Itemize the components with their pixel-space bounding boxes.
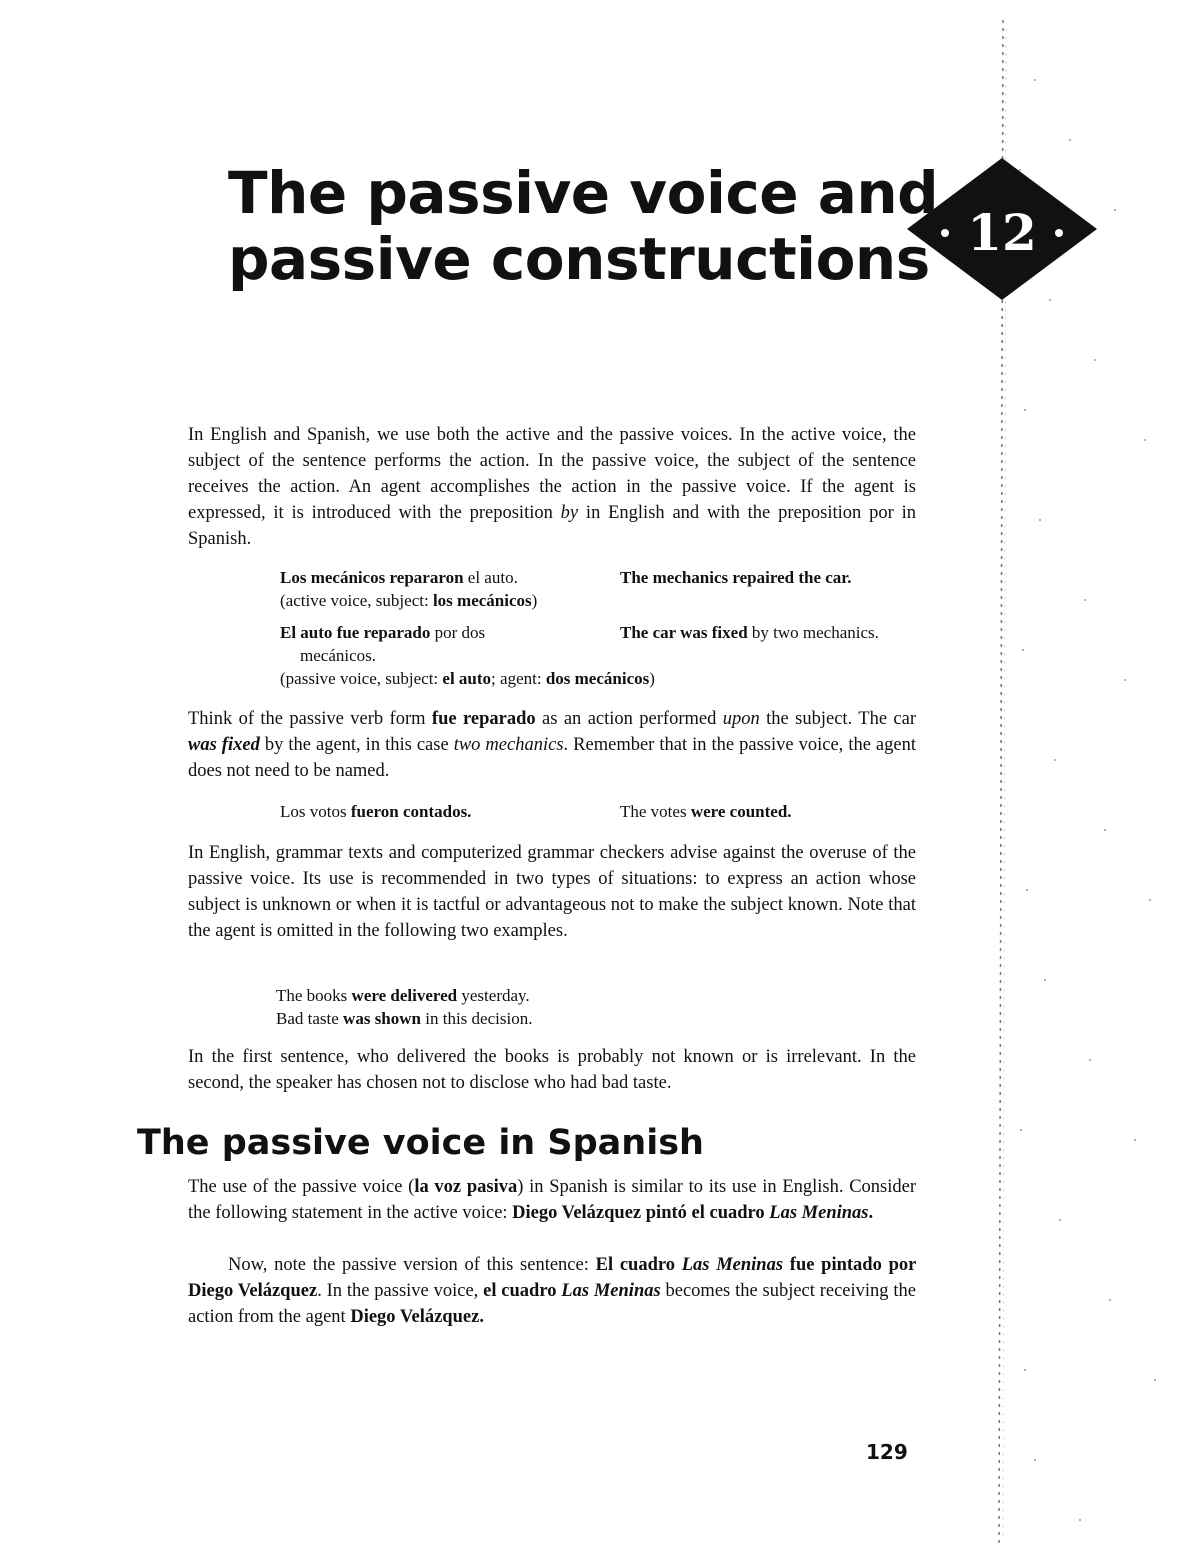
paragraph-2: Think of the passive verb form fue reparado as an action performed upon the subject. The car was fixed by the agent, in this case two mechanics. Remember that in the passive voice, the agent does not need to be named.: [188, 709, 917, 781]
chapter-title-line-2: passive constructions: [228, 225, 930, 293]
example-2-spanish: El auto fue reparado por dos mecánicos. (passive voice, subject: el auto; agent: dos mecánicos): [280, 623, 655, 688]
chapter-title-line-1: The passive voice and: [228, 159, 939, 227]
example-2-english: The car was fixed by two mechanics.: [620, 623, 879, 642]
chapter-number-badge: [907, 158, 1097, 300]
paragraph-4: In the first sentence, who delivered the books is probably not known or is irrelevant. In the second, the speaker has chosen not to disclose who had bad taste.: [188, 1047, 916, 1093]
example-1-spanish: Los mecánicos repararon el auto. (active voice, subject: los mecánicos): [280, 568, 538, 610]
example-4: The books were delivered yesterday. Bad taste was shown in this decision.: [276, 986, 533, 1028]
example-3-spanish: Los votos fueron contados.: [280, 802, 472, 821]
chapter-number: 12: [967, 203, 1037, 262]
section-paragraph-2: Now, note the passive version of this sentence: El cuadro Las Meninas fue pintado por Diego Velázquez. In the passive voice, el cuadro Las Meninas becomes the subject receiving the action from the agent Diego Velázquez.: [188, 1255, 916, 1327]
page-number: 129: [866, 1440, 908, 1464]
section-heading: The passive voice in Spanish: [137, 1123, 704, 1163]
chapter-title: [228, 160, 938, 292]
example-1-english: The mechanics repaired the car.: [620, 568, 852, 587]
example-3-english: The votes were counted.: [620, 802, 792, 821]
paragraph-3: In English, grammar texts and computerized grammar checkers advise against the overuse of the passive voice. Its use is recommended in two types of situations: to express an action whose subject is unknown or when it is tactful or advantageous not to make the subject known. Note that the agent is omitted in the following two examples.: [188, 843, 916, 941]
section-paragraph-1: The use of the passive voice (la voz pasiva) in Spanish is similar to its use in English. Consider the following statement in the active voice: Diego Velázquez pintó el cuadro Las Meninas.: [188, 1177, 916, 1223]
intro-paragraph: In English and Spanish, we use both the active and the passive voices. In the active voice, the subject of the sentence performs the action. In the passive voice, the subject of the sentence receives the action. An agent accomplishes the action in the passive voice. If the agent is expressed, it is introduced with the preposition by in English and with the preposition por in Spanish.: [188, 425, 916, 549]
